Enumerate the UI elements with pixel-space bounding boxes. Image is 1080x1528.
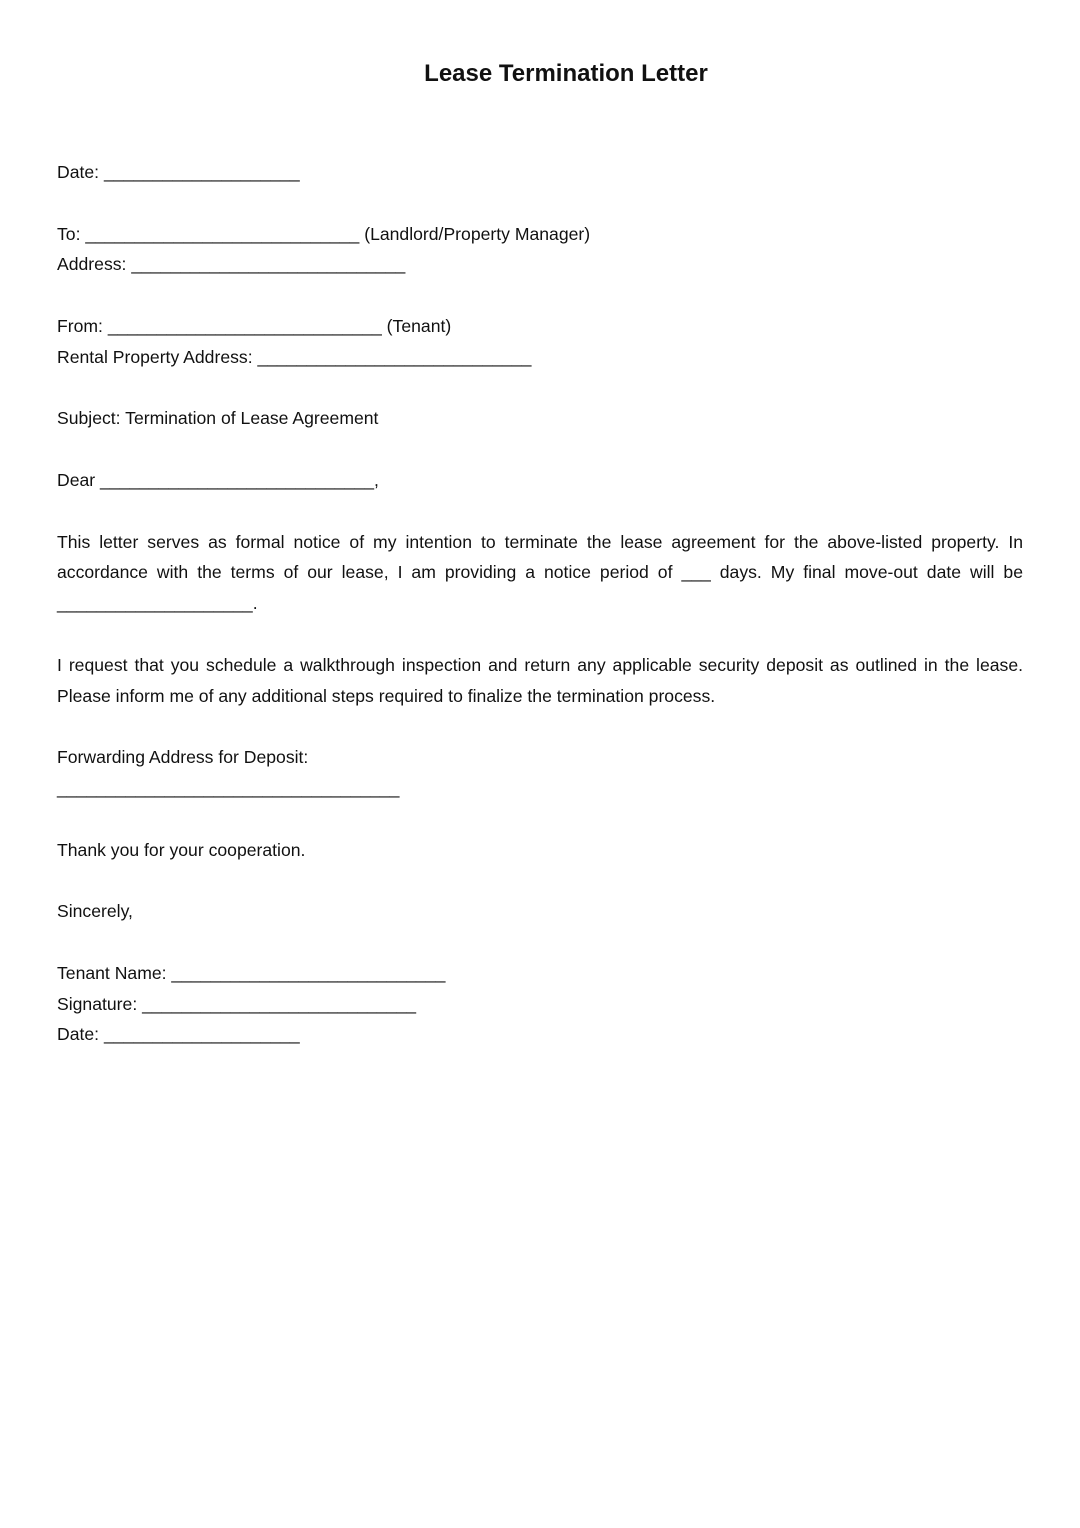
salutation: Dear ____________________________, — [57, 469, 379, 490]
forwarding-label: Forwarding Address for Deposit: — [57, 747, 309, 768]
notice-paragraph: This letter serves as formal notice of my intention to terminate the lease agreement for the above-listed property. In accordance with the terms of our lease, I am providing a notice period of ___ days. My final move-out date will be ____________________. — [57, 531, 1023, 614]
from-field: From: ____________________________ (Tenant) — [57, 315, 452, 336]
rental-address-field: Rental Property Address: ____________________________ — [57, 346, 532, 367]
signature-date-field: Date: ____________________ — [57, 1024, 300, 1045]
signature-block — [57, 958, 1023, 1050]
to-field: To: ____________________________ (Landlord/Property Manager) — [57, 223, 591, 244]
address-field: Address: ____________________________ — [57, 254, 406, 275]
sender-block — [57, 311, 1023, 373]
letter-body — [57, 157, 1023, 1081]
thanks-line: Thank you for your cooperation. — [57, 839, 306, 860]
document-title: Lease Termination Letter — [424, 60, 708, 87]
signature-field: Signature: ____________________________ — [57, 993, 417, 1014]
forwarding-block — [57, 742, 1023, 804]
forwarding-field: ___________________________________ — [57, 777, 400, 798]
recipient-block — [57, 219, 1023, 281]
request-paragraph: I request that you schedule a walkthrough inspection and return any applicable security deposit as outlined in the lease. Please inform me of any additional steps required to finalize the termination process. — [57, 654, 1023, 706]
closing-line: Sincerely, — [57, 901, 133, 922]
subject-line: Subject: Termination of Lease Agreement — [57, 408, 379, 429]
tenant-name-field: Tenant Name: ____________________________ — [57, 962, 446, 983]
date-field: Date: ____________________ — [57, 162, 300, 182]
